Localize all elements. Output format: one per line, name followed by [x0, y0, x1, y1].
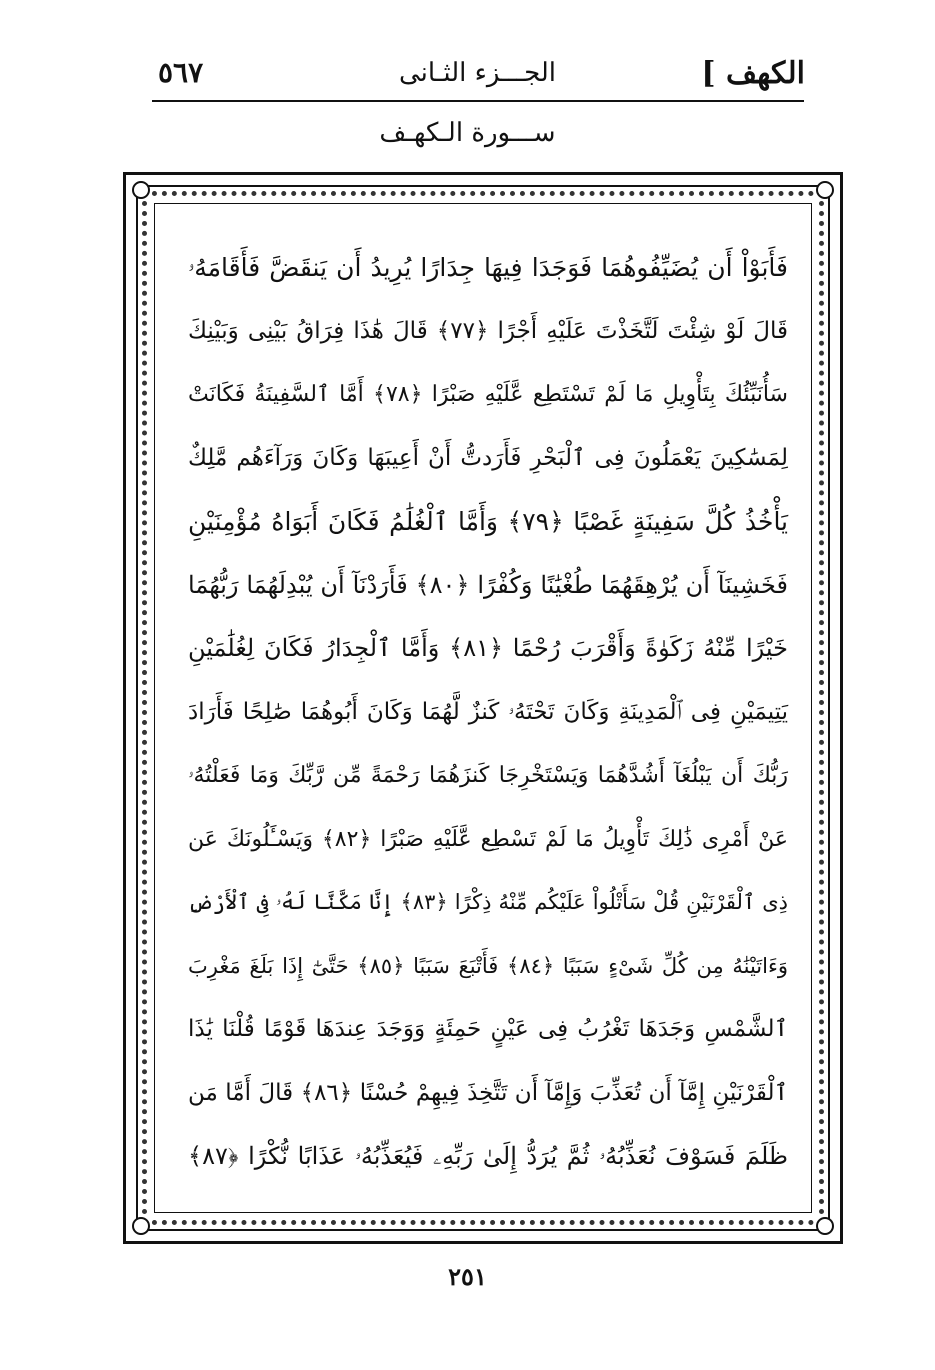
- verse-line: ذِى ٱلْقَرْنَيْنِ قُلْ سَأَتْلُواْ عَلَيْكُم مِّنْهُ ذِكْرًا ﴿٨٣﴾ إِنَّا مَكَّنَّا لَهُۥ فِى ٱلْأَرْضِ: [188, 890, 788, 914]
- verse-line: ظَلَمَ فَسَوْفَ نُعَذِّبُهُۥ ثُمَّ يُرَدُّ إِلَىٰ رَبِّهِۦ فَيُعَذِّبُهُۥ عَذَابًا نُّكْرًا ﴿٨٧﴾: [188, 1142, 788, 1170]
- verse-line: يَتِيمَيْنِ فِى ٱلْمَدِينَةِ وَكَانَ تَحْتَهُۥ كَنزٌ لَّهُمَا وَكَانَ أَبُوهُمَا صَٰلِحًا فَأَرَادَ: [188, 698, 788, 725]
- frame-corner-ornament: [816, 1217, 834, 1235]
- verse-line: عَنْ أَمْرِى ذَٰلِكَ تَأْوِيلُ مَا لَمْ تَسْطِع عَّلَيْهِ صَبْرًا ﴿٨٢﴾ وَيَسْـَٔلُونَكَ عَن: [188, 826, 788, 852]
- verse-line: فَخَشِينَآ أَن يُرْهِقَهُمَا طُغْيَٰنًا وَكُفْرًا ﴿٨٠﴾ فَأَرَدْنَآ أَن يُبْدِلَهُمَا رَبُّهُمَا: [188, 570, 788, 599]
- verse-line: وَءَاتَيْنَٰهُ مِن كُلِّ شَىْءٍ سَبَبًا ﴿٨٤﴾ فَأَتْبَعَ سَبَبًا ﴿٨٥﴾ حَتَّىٰٓ إِذَا بَلَغَ مَغْرِبَ: [188, 953, 789, 978]
- page-number-header: ٥٦٧: [158, 56, 204, 89]
- verse-line: ٱلشَّمْسِ وَجَدَهَا تَغْرُبُ فِى عَيْنٍ حَمِئَةٍ وَوَجَدَ عِندَهَا قَوْمًا قُلْنَا يَٰذَا: [188, 1016, 788, 1042]
- verse-line: يَأْخُذُ كُلَّ سَفِينَةٍ غَصْبًا ﴿٧٩﴾ وَأَمَّا ٱلْغُلَٰمُ فَكَانَ أَبَوَاهُ مُؤْمِنَيْنِ: [188, 507, 789, 536]
- page-header: [150, 52, 805, 98]
- verse-block: [188, 236, 788, 1189]
- footer-page-number: ٢٥١: [448, 1262, 487, 1291]
- verse-line: فَأَبَوْاْ أَن يُضَيِّفُوهُمَا فَوَجَدَا فِيهَا جِدَارًا يُرِيدُ أَن يَنقَضَّ فَأَقَامَهُۥ: [188, 253, 788, 282]
- frame-corner-ornament: [816, 181, 834, 199]
- verse-line: خَيْرًا مِّنْهُ زَكَوٰةً وَأَقْرَبَ رُحْمًا ﴿٨١﴾ وَأَمَّا ٱلْجِدَارُ فَكَانَ لِغُلَٰمَيْنِ: [188, 634, 788, 662]
- header-divider: [152, 100, 804, 102]
- frame-corner-ornament: [132, 181, 150, 199]
- surah-name-header: الكهف ]: [701, 56, 805, 91]
- verse-line: سَأُنَبِّئُكَ بِتَأْوِيلِ مَا لَمْ تَسْتَطِع عَّلَيْهِ صَبْرًا ﴿٧٨﴾ أَمَّا ٱلسَّفِينَةُ فَكَانَتْ: [188, 382, 788, 407]
- part-name-header: الجـــزء الثـانى: [398, 58, 557, 88]
- verse-line: لِمَسَٰكِينَ يَعْمَلُونَ فِى ٱلْبَحْرِ فَأَرَدتُّ أَنْ أَعِيبَهَا وَكَانَ وَرَآءَهُم مَّلِكٌ: [188, 444, 788, 471]
- verse-line: رَبُّكَ أَن يَبْلُغَآ أَشُدَّهُمَا وَيَسْتَخْرِجَا كَنزَهُمَا رَحْمَةً مِّن رَّبِّكَ وَمَا فَعَلْتُهُۥ: [188, 763, 788, 788]
- verse-line: قَالَ لَوْ شِئْتَ لَتَّخَذْتَ عَلَيْهِ أَجْرًا ﴿٧٧﴾ قَالَ هَٰذَا فِرَاقُ بَيْنِى وَبَيْنِكَ: [188, 317, 789, 344]
- verse-line: ٱلْقَرْنَيْنِ إِمَّآ أَن تُعَذِّبَ وَإِمَّآ أَن تَتَّخِذَ فِيهِمْ حُسْنًا ﴿٨٦﴾ قَالَ أَمَّا مَن: [188, 1079, 788, 1106]
- frame-corner-ornament: [132, 1217, 150, 1235]
- surah-title: ســـورة الـكهـف: [379, 118, 556, 148]
